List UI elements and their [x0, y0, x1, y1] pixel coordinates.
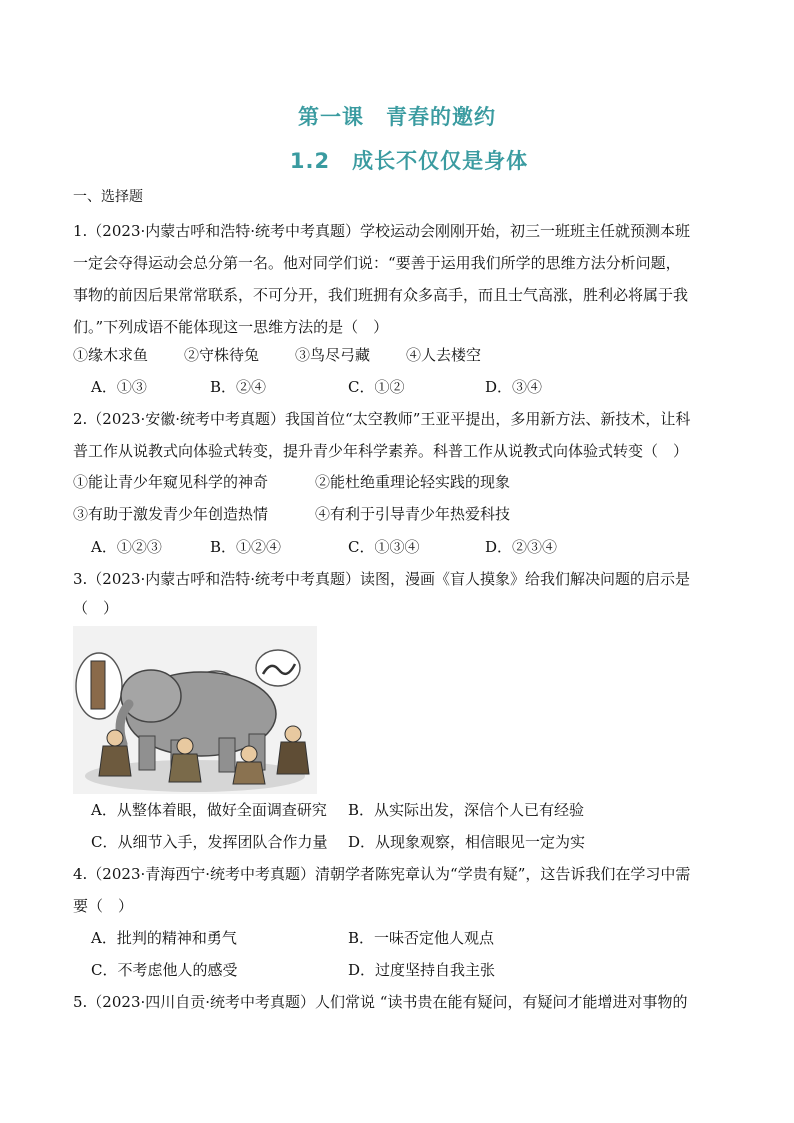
q2-item-1: ①能让青少年窥见科学的神奇 [73, 473, 269, 491]
question-3-line-1: 3.（2023·内蒙古呼和浩特·统考中考真题）读图，漫画《盲人摸象》给我们解决问题的启示是 [73, 570, 691, 588]
q1-item-2: ②守株待兔 [184, 346, 260, 364]
q4-option-d: D．过度坚持自我主张 [348, 961, 496, 979]
q3-option-c: C．从细节入手，发挥团队合作力量 [91, 833, 328, 851]
question-1-line-3: 事物的前因后果常常联系，不可分开，我们班拥有众多高手，而且士气高涨，胜利必将属于我 [73, 286, 689, 304]
question-1-line-2: 一定会夺得运动会总分第一名。他对同学们说：“要善于运用我们所学的思维方法分析问题， [73, 254, 681, 272]
question-4-line-1: 4.（2023·青海西宁·统考中考真题）清朝学者陈宪章认为“学贵有疑”，这告诉我们在学习中需 [73, 865, 691, 883]
q2-option-d: D．②③④ [485, 538, 558, 556]
question-2-line-1: 2.（2023·安徽·统考中考真题）我国首位“太空教师”王亚平提出，多用新方法、新技术，让科 [73, 410, 691, 428]
q1-option-a: A．①③ [91, 378, 147, 396]
q1-item-3: ③鸟尽弓藏 [295, 346, 371, 364]
question-5-line-1: 5.（2023·四川自贡·统考中考真题）人们常说 “读书贵在能有疑问，有疑问才能增进对事物的 [73, 993, 688, 1011]
q2-item-4: ④有利于引导青少年热爱科技 [315, 505, 511, 523]
lesson-title: 第一课 青春的邀约 [298, 105, 496, 129]
q1-option-b: B．②④ [210, 378, 267, 396]
q1-option-c: C．①② [348, 378, 405, 396]
q3-option-b: B．从实际出发，深信个人已有经验 [348, 801, 585, 819]
q4-option-a: A．批判的精神和勇气 [91, 929, 237, 947]
q2-item-3: ③有助于激发青少年创造热情 [73, 505, 269, 523]
q3-option-a: A．从整体着眼，做好全面调查研究 [91, 801, 327, 819]
question-1-line-4: 们。”下列成语不能体现这一思维方法的是（ ） [73, 318, 389, 336]
q4-option-b: B．一味否定他人观点 [348, 929, 495, 947]
q2-option-a: A．①②③ [91, 538, 162, 556]
q1-option-d: D．③④ [485, 378, 543, 396]
question-3-line-2: （ ） [73, 599, 119, 617]
elephant-cartoon-illustration [73, 626, 317, 794]
q1-item-1: ①缘木求鱼 [73, 346, 149, 364]
q3-option-d: D．从现象观察，相信眼见一定为实 [348, 833, 586, 851]
q2-option-c: C．①③④ [348, 538, 420, 556]
question-1-line-1: 1.（2023·内蒙古呼和浩特·统考中考真题）学校运动会刚刚开始，初三一班班主任就预测本班 [73, 222, 691, 240]
q2-item-2: ②能杜绝重理论轻实践的现象 [315, 473, 511, 491]
q1-item-4: ④人去楼空 [406, 346, 482, 364]
blind-men-elephant-cartoon [73, 626, 317, 794]
question-2-line-2: 普工作从说教式向体验式转变，提升青少年科学素养。科普工作从说教式向体验式转变（ ） [73, 442, 689, 460]
question-4-line-2: 要（ ） [73, 897, 134, 915]
section-heading: 一、选择题 [73, 189, 143, 205]
q2-option-b: B．①②④ [210, 538, 282, 556]
q4-option-c: C．不考虑他人的感受 [91, 961, 238, 979]
lesson-subtitle: 1.2 成长不仅仅是身体 [289, 149, 529, 173]
